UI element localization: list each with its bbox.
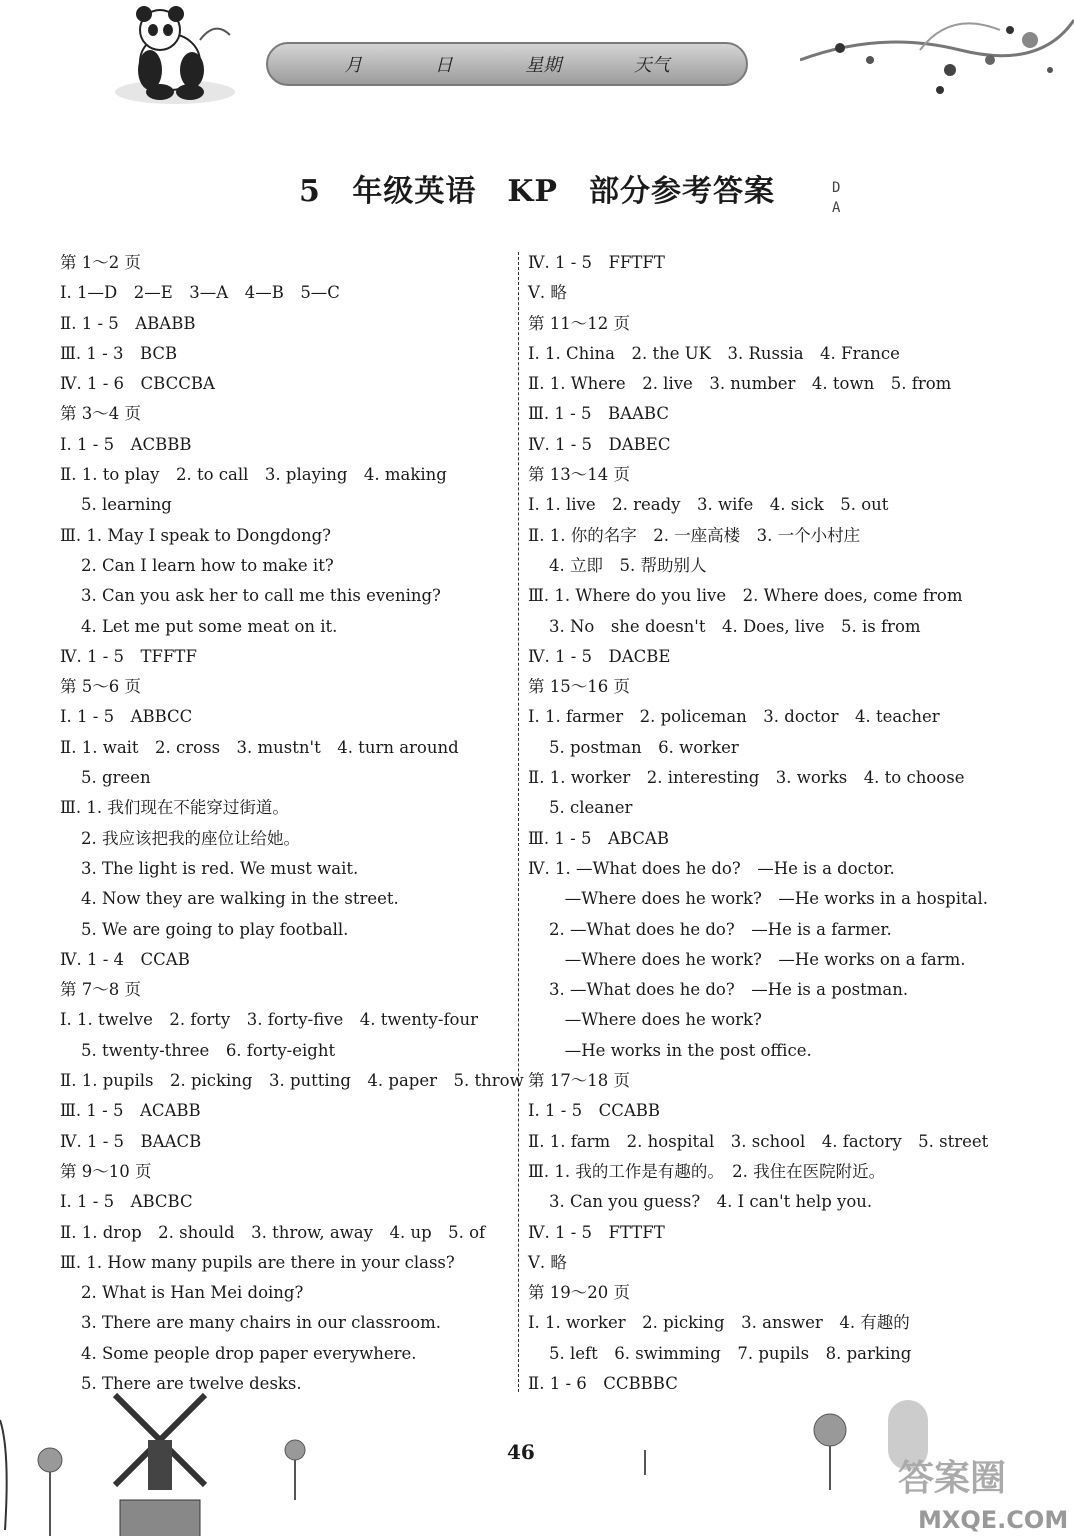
page-title: 5 年级英语 KP 部分参考答案 — [299, 174, 775, 209]
answer-line: 3. No she doesn't 4. Does, live 5. is from — [528, 616, 921, 636]
answer-line: 4. Now they are walking in the street. — [60, 889, 399, 909]
watermark-bottom-text: MXQE.COM — [918, 1506, 1069, 1534]
answer-line: 第 11～12 页 — [528, 313, 630, 333]
answer-line: 第 17～18 页 — [528, 1071, 630, 1091]
answer-line: 2. —What does he do? —He is a farmer. — [528, 919, 892, 939]
answer-line: Ⅰ. 1 - 5 CCABB — [528, 1101, 660, 1121]
answer-line: Ⅲ. 1. May I speak to Dongdong? — [60, 525, 332, 545]
answer-line: 2. Can I learn how to make it? — [60, 555, 334, 575]
page-number: 46 — [507, 1440, 535, 1464]
answer-line: 5. green — [60, 768, 151, 788]
answer-line: 第 1～2 页 — [60, 253, 141, 272]
answer-line: Ⅱ. 1. worker 2. interesting 3. works 4. to choose — [528, 768, 965, 788]
answer-line: —He works in the post office. — [528, 1040, 812, 1060]
answer-line: Ⅰ. 1. worker 2. picking 3. answer 4. 有趣的 — [528, 1313, 910, 1333]
day-label: 日 — [434, 55, 453, 76]
answer-line: 3. Can you ask her to call me this evening? — [60, 586, 441, 606]
answer-line: Ⅳ. 1 - 5 FFTFT — [528, 253, 665, 272]
answer-line: Ⅴ. 略 — [528, 283, 567, 303]
answer-line: Ⅳ. 1 - 4 CCAB — [60, 949, 190, 969]
answer-line: 4. Let me put some meat on it. — [60, 616, 338, 636]
column-divider — [518, 252, 519, 1392]
answer-line: Ⅳ. 1. —What does he do? —He is a doctor. — [528, 858, 895, 878]
answer-line: 第 5～6 页 — [60, 677, 141, 697]
answer-line: Ⅱ. 1. to play 2. to call 3. playing 4. making — [60, 465, 447, 485]
answer-line: Ⅱ. 1 - 6 CCBBBC — [528, 1373, 678, 1393]
month-label: 月 — [344, 55, 363, 76]
answer-line: Ⅳ. 1 - 5 TFFTF — [60, 646, 197, 666]
answer-line: Ⅱ. 1. drop 2. should 3. throw, away 4. up 5. of — [60, 1222, 486, 1242]
answer-line: 3. There are many chairs in our classroom. — [60, 1313, 442, 1333]
answer-line: Ⅲ. 1. How many pupils are there in your class? — [60, 1252, 455, 1272]
answer-line: 4. Some people drop paper everywhere. — [60, 1343, 417, 1363]
answer-line: 3. Can you guess? 4. I can't help you. — [528, 1192, 873, 1212]
answer-line: —Where does he work? —He works on a farm. — [528, 949, 966, 969]
answer-line: Ⅰ. 1—D 2—E 3—A 4—B 5—C — [60, 283, 340, 303]
answer-line: Ⅰ. 1 - 5 ACBBB — [60, 434, 192, 454]
answer-line: 5. There are twelve desks. — [60, 1373, 302, 1393]
answer-line: 第 7～8 页 — [60, 980, 141, 1000]
answer-line: Ⅴ. 略 — [528, 1252, 567, 1272]
corner-stamp — [832, 178, 840, 218]
answer-line: 5. learning — [60, 495, 172, 515]
answer-line: —Where does he work? —He works in a hospital. — [528, 889, 989, 909]
answer-line: Ⅰ. 1. twelve 2. forty 3. forty-five 4. twenty-four — [60, 1010, 478, 1030]
answer-line: Ⅱ. 1. Where 2. live 3. number 4. town 5. from — [528, 374, 952, 394]
answer-line: —Where does he work? — [528, 1010, 762, 1030]
answer-line: Ⅱ. 1 - 5 ABABB — [60, 313, 196, 333]
answer-line: Ⅳ. 1 - 5 BAACB — [60, 1131, 202, 1151]
watermark-logo — [878, 1400, 1074, 1536]
answer-line: Ⅲ. 1 - 5 ABCAB — [528, 828, 669, 848]
weather-label: 天气 — [633, 55, 670, 76]
flower-vine-illustration — [800, 0, 1074, 110]
answer-line: 第 15～16 页 — [528, 677, 630, 697]
weekday-label: 星期 — [525, 55, 562, 76]
answer-line: 3. —What does he do? —He is a postman. — [528, 980, 909, 1000]
answer-line: 第 3～4 页 — [60, 404, 141, 424]
answer-line: Ⅰ. 1 - 5 ABBCC — [60, 707, 193, 727]
panda-illustration — [100, 0, 250, 110]
answer-line: Ⅱ. 1. 你的名字 2. 一座高楼 3. 一个小村庄 — [528, 525, 861, 545]
answer-line: 5. left 6. swimming 7. pupils 8. parking — [528, 1343, 912, 1363]
answer-line: 第 19～20 页 — [528, 1283, 630, 1303]
answer-line: Ⅳ. 1 - 5 DACBE — [528, 646, 671, 666]
answer-line: Ⅰ. 1. farmer 2. policeman 3. doctor 4. teacher — [528, 707, 940, 727]
answer-line: 第 13～14 页 — [528, 465, 630, 485]
answer-line: 2. 我应该把我的座位让给她。 — [60, 828, 300, 848]
answer-line: Ⅰ. 1. live 2. ready 3. wife 4. sick 5. out — [528, 495, 889, 515]
answer-line: Ⅲ. 1. Where do you live 2. Where does, come from — [528, 586, 963, 606]
answer-line: Ⅱ. 1. farm 2. hospital 3. school 4. factory 5. street — [528, 1131, 989, 1151]
answer-line: 5. cleaner — [528, 798, 633, 818]
answer-line: Ⅲ. 1. 我的工作是有趣的。 2. 我住在医院附近。 — [528, 1161, 886, 1181]
watermark-top-text: 答案圈 — [898, 1458, 1007, 1499]
answer-line: 第 9～10 页 — [60, 1161, 152, 1181]
answer-line: 5. postman 6. worker — [528, 737, 739, 757]
stamp-line: A — [832, 200, 841, 216]
answer-line: 4. 立即 5. 帮助别人 — [528, 555, 707, 575]
answers-left-column — [60, 248, 524, 1399]
answer-line: 3. The light is red. We must wait. — [60, 858, 359, 878]
answer-line: Ⅲ. 1 - 5 BAABC — [528, 404, 669, 424]
answer-line: Ⅱ. 1. wait 2. cross 3. mustn't 4. turn around — [60, 737, 459, 757]
answer-line: 5. twenty-three 6. forty-eight — [60, 1040, 336, 1060]
answer-line: 5. We are going to play football. — [60, 919, 349, 939]
answer-line: Ⅱ. 1. pupils 2. picking 3. putting 4. paper 5. throw — [60, 1071, 524, 1091]
answer-line: Ⅳ. 1 - 5 DABEC — [528, 434, 671, 454]
answer-line: Ⅰ. 1 - 5 ABCBC — [60, 1192, 193, 1212]
answer-line: Ⅲ. 1 - 3 BCB — [60, 343, 178, 363]
answer-line: Ⅰ. 1. China 2. the UK 3. Russia 4. France — [528, 343, 900, 363]
answer-line: Ⅳ. 1 - 6 CBCCBA — [60, 374, 215, 394]
answers-right-column — [528, 248, 998, 1399]
answer-line: Ⅳ. 1 - 5 FTTFT — [528, 1222, 665, 1242]
answer-line: Ⅲ. 1. 我们现在不能穿过街道。 — [60, 798, 289, 818]
answer-line: Ⅲ. 1 - 5 ACABB — [60, 1101, 201, 1121]
stamp-line: D — [832, 180, 841, 196]
answer-line: 2. What is Han Mei doing? — [60, 1283, 304, 1303]
date-weather-banner — [266, 42, 748, 86]
